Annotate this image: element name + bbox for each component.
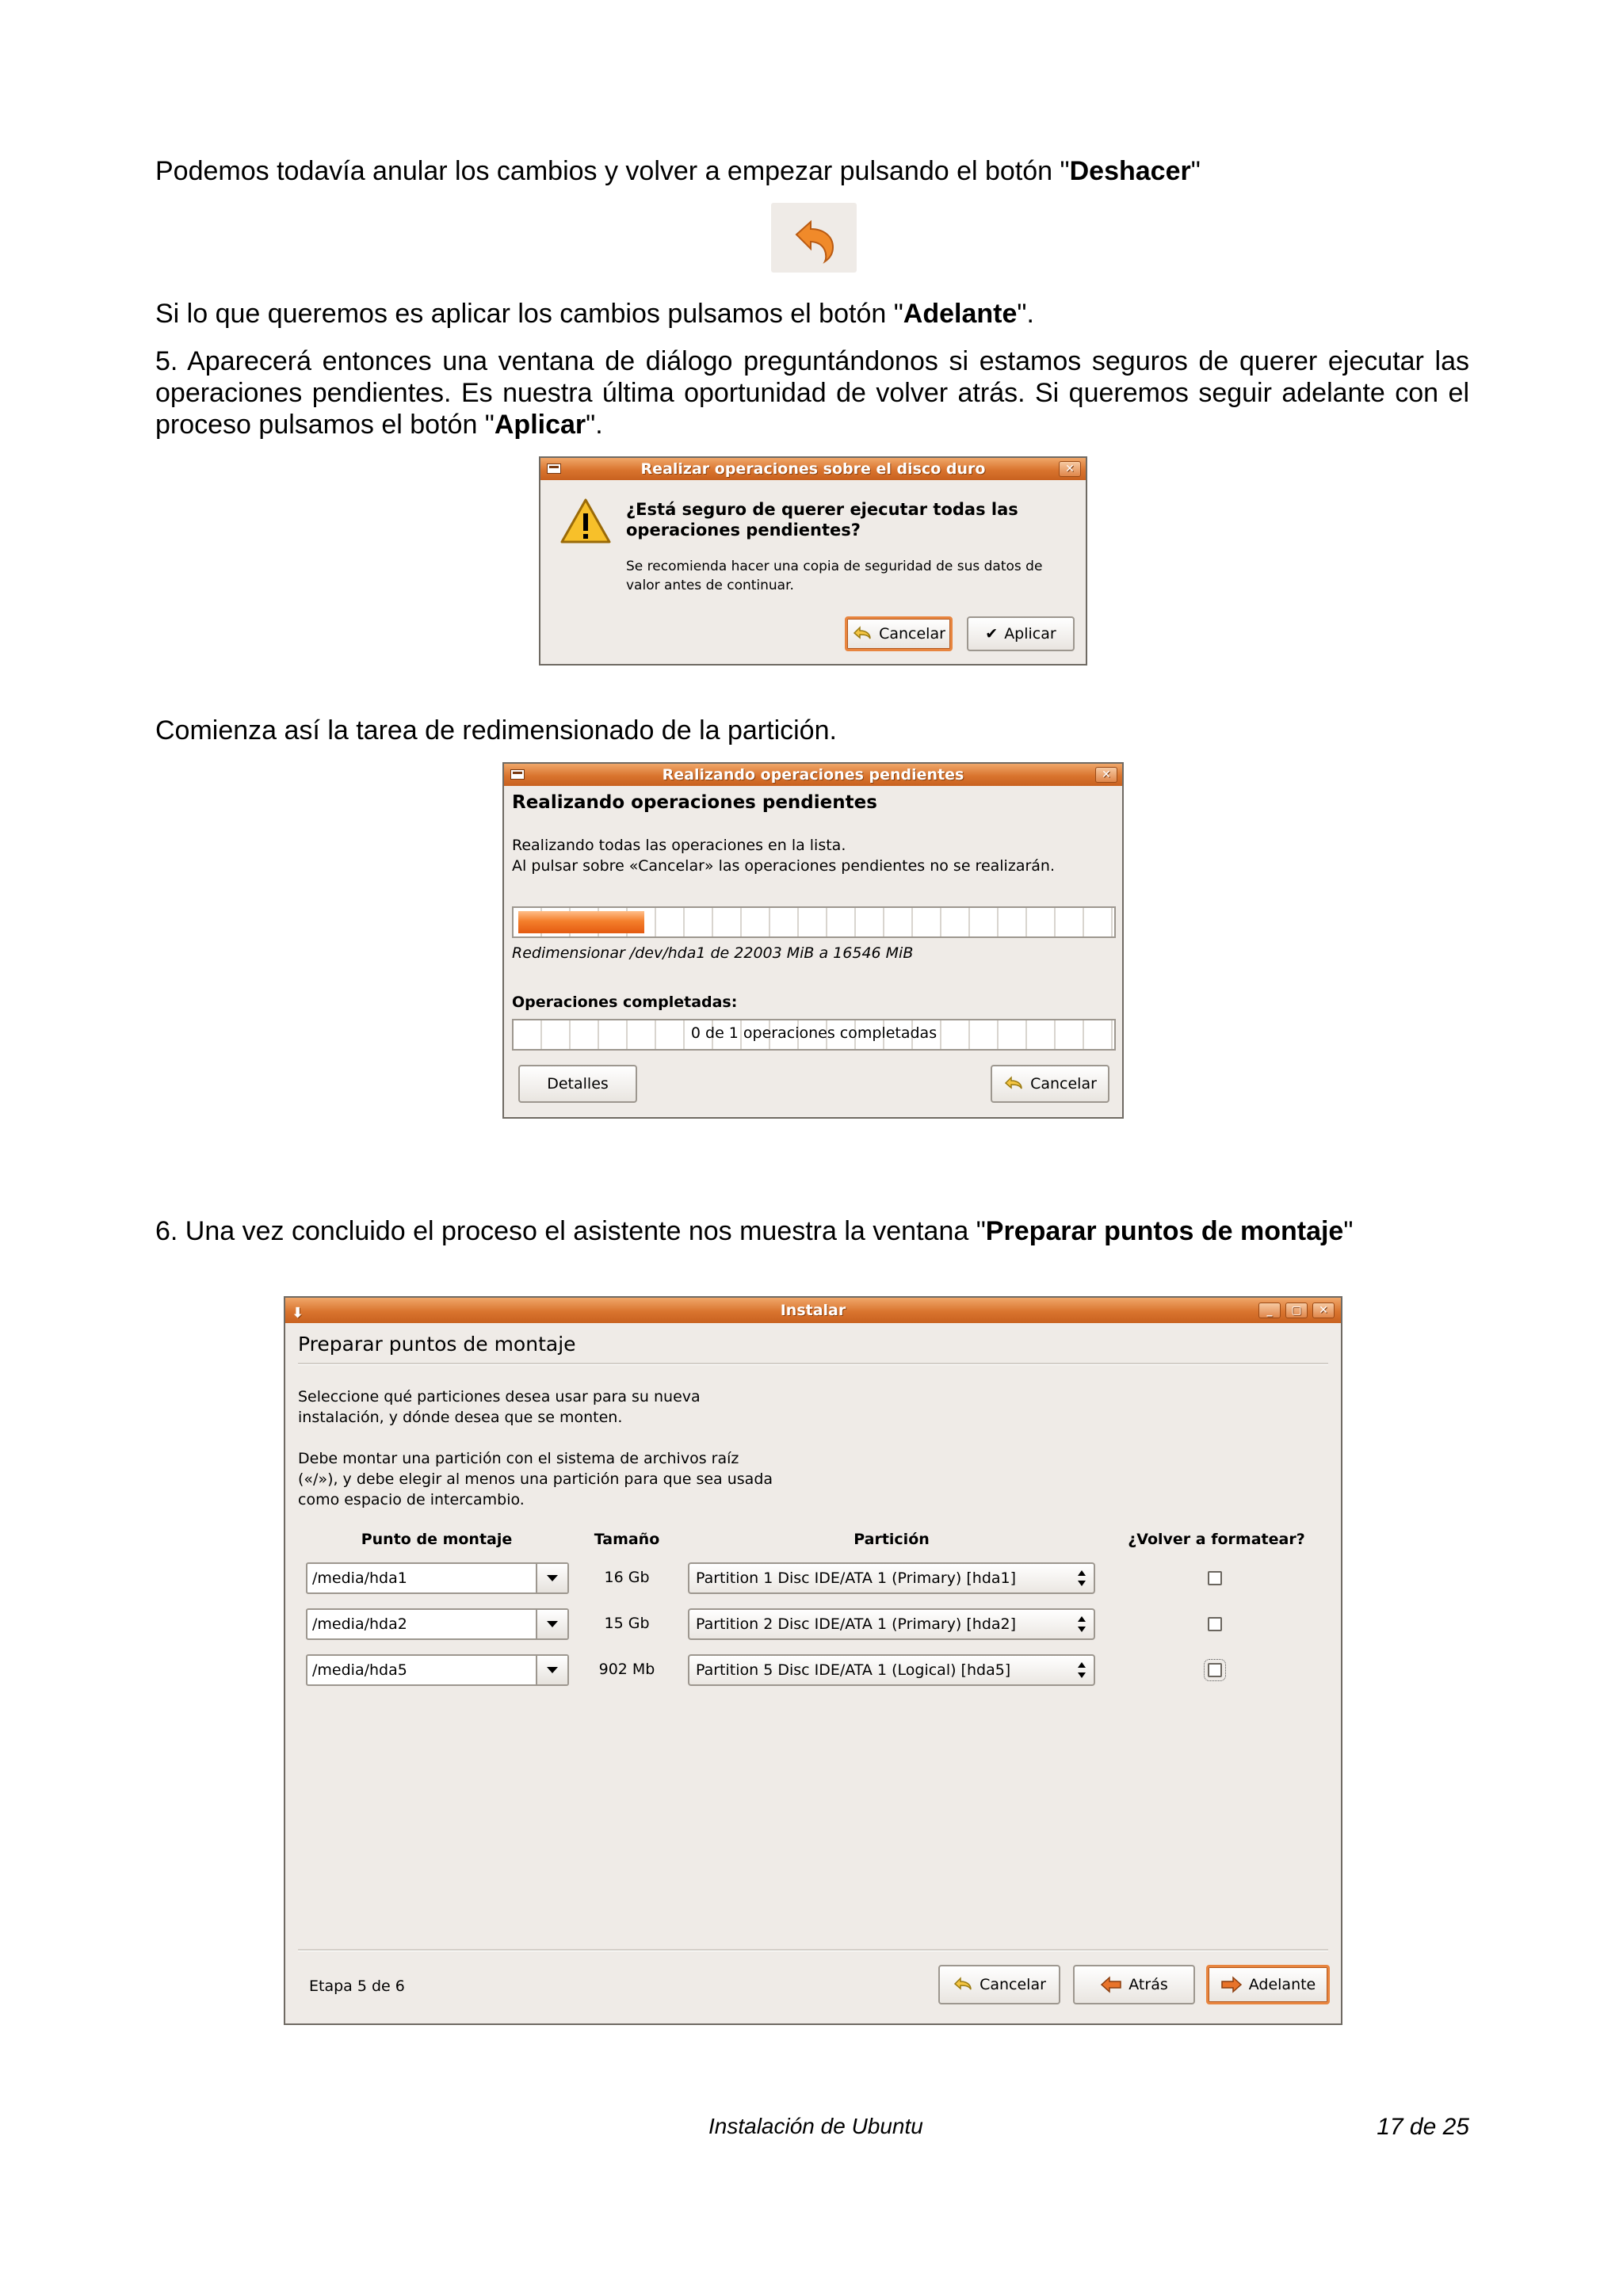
partition-select[interactable]	[688, 1608, 1095, 1640]
mount-point-value: /media/hda5	[312, 1661, 407, 1679]
chevron-down-icon[interactable]	[536, 1564, 567, 1592]
progress-dialog	[502, 762, 1124, 1119]
paragraph-undo	[155, 155, 1469, 187]
partition-value: Partition 2 Disc IDE/ATA 1 (Primary) [hda2]	[696, 1615, 1017, 1633]
progress-caption: Redimensionar /dev/hda1 de 22003 MiB a 16546 MiB	[512, 944, 914, 962]
cancel-label: Cancelar	[879, 625, 945, 643]
column-header-partition: Partición	[854, 1531, 930, 1548]
back-label: Atrás	[1128, 1976, 1168, 1993]
dialog-body: Al pulsar sobre «Cancelar» las operaciones pendientes no se realizarán.	[512, 857, 1055, 875]
column-header-format: ¿Volver a formatear?	[1128, 1531, 1305, 1548]
size-value: 902 Mb	[598, 1661, 655, 1678]
window-menu-icon[interactable]	[547, 463, 561, 474]
paragraph-resize: Comienza así la tarea de redimensionado de la partición.	[155, 715, 837, 746]
partition-select[interactable]	[688, 1562, 1095, 1594]
dialog-title: Realizando operaciones pendientes	[662, 766, 964, 784]
text: "	[1190, 156, 1201, 186]
undo-icon	[771, 203, 857, 273]
dialog-heading: Realizando operaciones pendientes	[512, 792, 877, 813]
partition-value: Partition 1 Disc IDE/ATA 1 (Primary) [hda1]	[696, 1569, 1017, 1587]
paragraph-step6	[155, 1215, 1469, 1247]
text: ".	[586, 410, 603, 440]
note-text: Debe montar una partición con el sistema de archivos raíz	[298, 1450, 739, 1467]
cancel-label: Cancelar	[1030, 1075, 1097, 1093]
cancel-button[interactable]	[845, 616, 953, 651]
note-text: («/»), y debe elegir al menos una partición para que sea usada	[298, 1470, 773, 1488]
arrow-left-icon	[1100, 1976, 1122, 1993]
completed-text: 0 de 1 operaciones completadas	[690, 1024, 938, 1042]
text: Podemos todavía anular los cambios y volver a empezar pulsando el botón "	[155, 156, 1070, 186]
operation-progress-bar	[512, 906, 1116, 938]
confirm-dialog	[539, 456, 1087, 666]
warning-icon	[559, 498, 612, 548]
completed-label: Operaciones completadas:	[512, 994, 738, 1011]
chevron-down-icon[interactable]	[536, 1610, 567, 1638]
note-text: como espacio de intercambio.	[298, 1491, 525, 1508]
mount-point-combo[interactable]	[306, 1608, 569, 1640]
bold-text: Aplicar	[494, 410, 586, 440]
intro-text: Seleccione qué particiones desea usar para su nueva	[298, 1388, 701, 1405]
reformat-checkbox[interactable]	[1208, 1617, 1222, 1631]
window-title: Instalar	[780, 1302, 846, 1319]
window-menu-icon[interactable]	[510, 769, 525, 780]
apply-label: Aplicar	[1004, 625, 1056, 643]
bold-text: Deshacer	[1069, 156, 1191, 186]
installer-window	[284, 1296, 1342, 2025]
bold-text: Adelante	[903, 299, 1018, 329]
divider	[298, 1363, 1328, 1365]
spin-arrows-icon	[1078, 1569, 1086, 1588]
installer-app-icon: ⬇	[292, 1305, 304, 1322]
step-indicator: Etapa 5 de 6	[309, 1978, 405, 1995]
details-button[interactable]	[518, 1065, 637, 1103]
reformat-checkbox[interactable]	[1208, 1663, 1222, 1677]
forward-button[interactable]	[1206, 1965, 1330, 2004]
reformat-checkbox[interactable]	[1208, 1571, 1222, 1585]
close-icon[interactable]: ✕	[1059, 461, 1081, 477]
check-icon: ✔	[985, 625, 999, 643]
spin-arrows-icon	[1078, 1661, 1086, 1680]
text: 6. Una vez concluido el proceso el asistente nos muestra la ventana "	[155, 1216, 986, 1246]
progress-fill	[518, 911, 644, 933]
arrow-right-icon	[1220, 1976, 1243, 1993]
dialog-body: Realizando todas las operaciones en la lista.	[512, 837, 846, 854]
partition-select[interactable]	[688, 1654, 1095, 1686]
mount-point-value: /media/hda2	[312, 1615, 407, 1633]
forward-label: Adelante	[1248, 1976, 1316, 1993]
close-icon[interactable]: ✕	[1312, 1302, 1335, 1318]
footer-title: Instalación de Ubuntu	[708, 2114, 923, 2138]
dialog-title: Realizar operaciones sobre el disco duro	[640, 460, 986, 478]
paragraph-step5	[155, 345, 1469, 441]
dialog-body: Se recomienda hacer una copia de seguridad de sus datos de	[626, 559, 1043, 574]
mount-point-combo[interactable]	[306, 1654, 569, 1686]
cancel-button[interactable]	[938, 1965, 1060, 2004]
partition-value: Partition 5 Disc IDE/ATA 1 (Logical) [hda5]	[696, 1661, 1011, 1679]
undo-icon	[852, 625, 873, 643]
undo-icon	[953, 1976, 973, 1993]
size-value: 16 Gb	[604, 1569, 650, 1586]
cancel-label: Cancelar	[980, 1976, 1046, 1993]
chevron-down-icon[interactable]	[536, 1656, 567, 1684]
mount-point-combo[interactable]	[306, 1562, 569, 1594]
text: 5. Aparecerá entonces una ventana de diálogo preguntándonos si estamos seguros de querer ejecutar las operaciones pendientes. Es nuestra última oportunidad de volver atrás. Si queremos seguir adelante con el proceso pulsamos el botón "	[155, 346, 1469, 440]
undo-icon	[1003, 1075, 1024, 1093]
window-titlebar	[285, 1298, 1341, 1323]
dialog-heading: ¿Está seguro de querer ejecutar todas las operaciones pendientes?	[626, 500, 1018, 540]
back-button[interactable]	[1073, 1965, 1195, 2004]
cancel-button[interactable]	[991, 1065, 1109, 1103]
bold-text: Preparar puntos de montaje	[985, 1216, 1344, 1246]
minimize-icon[interactable]: _	[1258, 1302, 1281, 1318]
text: Si lo que queremos es aplicar los cambios pulsamos el botón "	[155, 299, 903, 329]
apply-button[interactable]	[967, 616, 1075, 651]
page-title: Preparar puntos de montaje	[298, 1333, 576, 1356]
details-label: Detalles	[547, 1075, 609, 1093]
dialog-titlebar	[540, 458, 1086, 480]
completed-progress-bar	[512, 1019, 1116, 1051]
divider	[298, 1949, 1328, 1951]
dialog-body: valor antes de continuar.	[626, 578, 794, 593]
column-header-size: Tamaño	[594, 1531, 660, 1548]
mount-point-value: /media/hda1	[312, 1569, 407, 1587]
maximize-icon[interactable]: ▢	[1285, 1302, 1308, 1318]
dialog-titlebar	[504, 764, 1122, 786]
column-header-mount: Punto de montaje	[361, 1531, 513, 1548]
size-value: 15 Gb	[604, 1615, 650, 1632]
page-number: 17 de 25	[1377, 2114, 1469, 2140]
text: ".	[1017, 299, 1034, 329]
spin-arrows-icon	[1078, 1615, 1086, 1634]
close-icon[interactable]: ✕	[1095, 767, 1117, 783]
text: "	[1343, 1216, 1354, 1246]
intro-text: instalación, y dónde desea que se monten.	[298, 1409, 623, 1426]
paragraph-apply	[155, 298, 1469, 330]
